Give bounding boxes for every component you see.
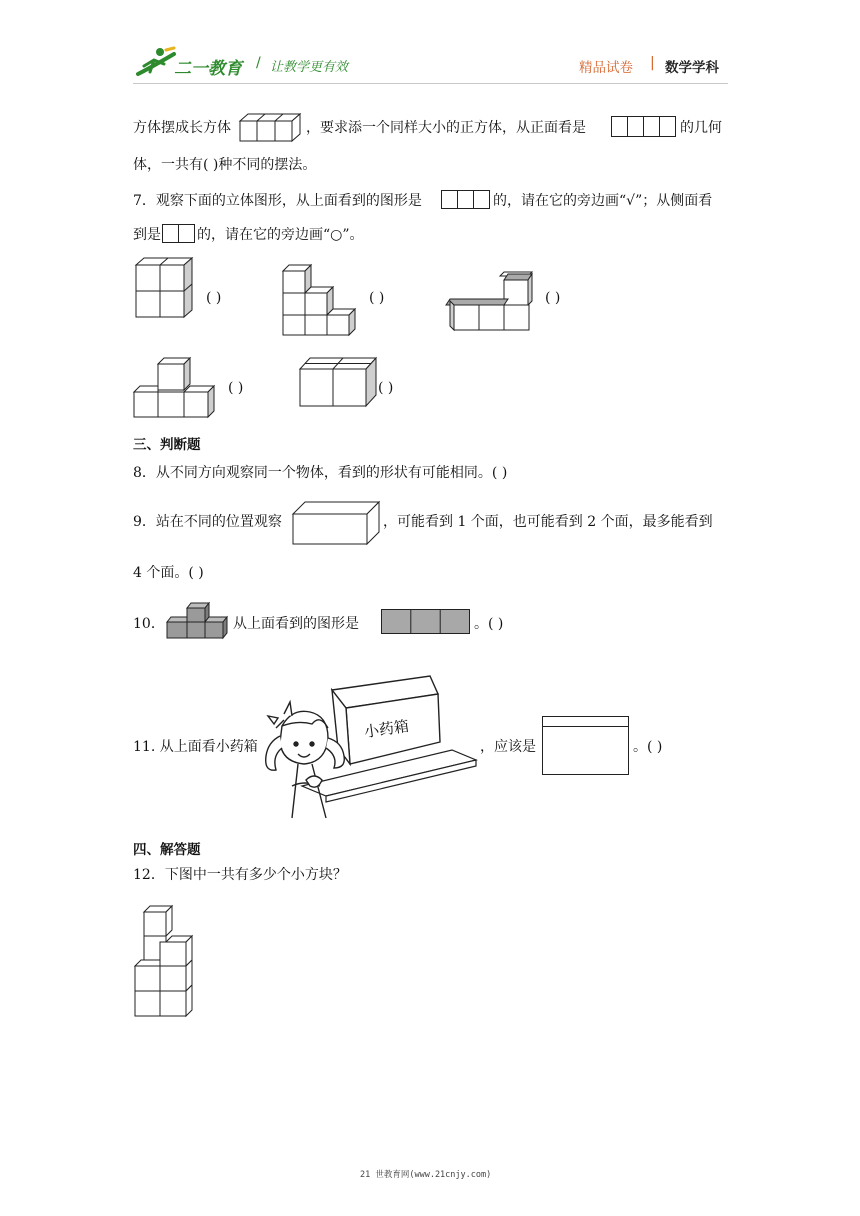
q11-text-a: 11. 从上面看小药箱 <box>133 739 258 755</box>
q12-figure <box>134 902 202 1018</box>
medicine-box-label: 小药箱 <box>362 716 411 742</box>
header-rule <box>133 83 728 84</box>
logo-text: 二一教育 <box>174 59 242 79</box>
q12-text: 12．下图中一共有多少个小方块？ <box>133 867 347 883</box>
q7-figure-1 <box>136 257 200 319</box>
q7-side-view-icon <box>162 224 196 244</box>
q7-text-c: 到是 <box>133 227 161 243</box>
q9-text-a: 9．站在不同的位置观察 <box>133 514 282 530</box>
q6-text-c: 的几何 <box>680 120 722 136</box>
q7-text-a: 7．观察下面的立体图形，从上面看到的图形是 <box>133 193 422 209</box>
header-slogan: 让教学更有效 <box>270 60 349 75</box>
header-slash: / <box>256 55 261 71</box>
q7-figure-4 <box>133 355 217 419</box>
q7-figure-2 <box>282 263 358 337</box>
q8-text: 8．从不同方向观察同一个物体，看到的形状有可能相同。( ) <box>133 465 508 481</box>
section-4-title: 四、解答题 <box>133 842 201 858</box>
q9-text-line2: 4 个面。( ) <box>133 565 204 581</box>
q10-text-a: 从上面看到的图形是 <box>233 616 359 632</box>
q7-text-d: 的，请在它的旁边画“○”。 <box>197 227 364 243</box>
q10-figure <box>165 602 231 640</box>
q7-figure-3 <box>446 273 536 333</box>
footer-text: 21 世教育网(www.21cnjy.com) <box>360 1170 492 1180</box>
q6-text-line2: 体，一共有( )种不同的摆法。 <box>133 157 317 173</box>
q11-text-b: ，应该是 <box>480 739 536 755</box>
q10-number: 10． <box>133 616 165 632</box>
q6-cuboid-icon <box>240 113 302 143</box>
q6-front-view-icon <box>611 116 677 138</box>
q7-blank-5[interactable]: ( ) <box>378 380 394 396</box>
q7-blank-4[interactable]: ( ) <box>228 380 244 396</box>
q6-text-b: ，要求添一个同样大小的正方体，从正面看是 <box>306 120 586 136</box>
q9-cuboid-icon <box>292 500 380 546</box>
q9-text-b: ，可能看到 1 个面，也可能看到 2 个面，最多能看到 <box>383 514 713 530</box>
q7-text-b: 的，请在它的旁边画“√”；从侧面看 <box>493 193 713 209</box>
q10-text-b: 。( ) <box>474 616 504 632</box>
q11-text-c: 。( ) <box>633 739 663 755</box>
q7-blank-3[interactable]: ( ) <box>545 290 561 306</box>
q7-blank-1[interactable]: ( ) <box>206 290 222 306</box>
section-3-title: 三、判断题 <box>133 437 201 453</box>
exam-label: 精品试卷 <box>579 60 633 76</box>
q7-blank-2[interactable]: ( ) <box>369 290 385 306</box>
q10-top-view <box>381 609 471 635</box>
q7-figure-5 <box>299 355 379 409</box>
q6-text-a: 方体摆成长方体 <box>133 120 231 136</box>
subject-label: 数学学科 <box>665 60 719 76</box>
q7-top-view-icon <box>441 190 491 210</box>
q11-option-figure <box>542 716 630 776</box>
logo-runner-icon <box>136 46 176 78</box>
q11-scene <box>262 668 476 822</box>
header-divider: | <box>650 55 655 71</box>
